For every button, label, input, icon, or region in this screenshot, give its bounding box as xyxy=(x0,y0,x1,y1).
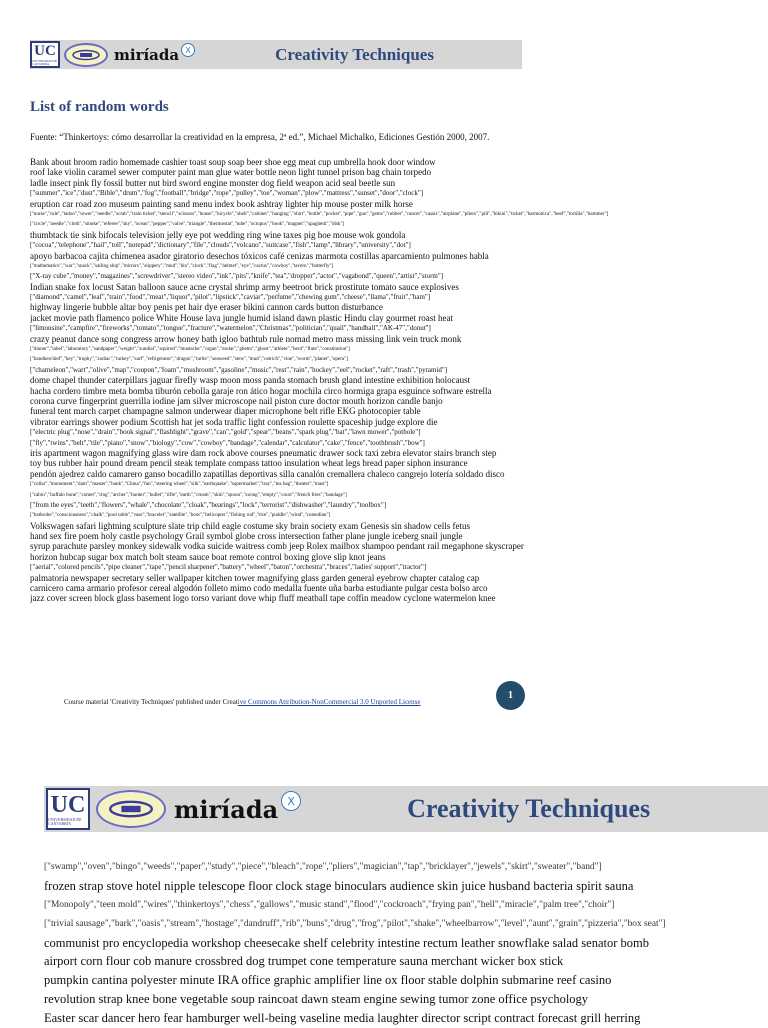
word-line: ["handkerchief","key","trophy","zodiac","turkey","surf","refrigerator","dragon","turtle","seaweed","stew","mud","ostrich","vine","worm","planet","opera"] xyxy=(30,356,348,363)
word-line: vibrator earrings shower podium Scottish hat jet soda traffic light confession roulette spaceship judge explore die xyxy=(30,416,438,427)
word-line: ["electric plug","nose","drain","book signal","flashlight","grave","can","gold","spear","beans","spark plug","bat","lawn mower","pothole"] xyxy=(30,428,421,437)
word-line: horizon hubcap sugar box match bolt steam sauce boat remote control boxing glove slip knot jeans xyxy=(30,551,386,562)
word-line: Easter scar dancer hero fear hamburger well-being vaseline media laughter director script contract forecast grill herring xyxy=(44,1011,641,1026)
word-line: ladle insect pink fly fossil butter nut bird sword engine monster dog field weapon acid seal beetle sun xyxy=(30,177,396,188)
word-line: airport corn flour cob manure crossbred dog trumpet cone temperature sauna merchant wicker box stick xyxy=(44,954,564,969)
word-line: ["summer","ice","dust","Bible","drum","fog","football","bridge","rope","pulley","toe","woman","plow","mattress","sunset","door","clock"] xyxy=(30,189,424,198)
miriada-logo: miríada xyxy=(174,794,279,824)
word-line: pumpkin cantina polyester minute IRA office graphic amplifier line ox floor stable dolphin submarine reef casino xyxy=(44,973,612,988)
word-line: highway lingerie bubble altar boy penis pet hair dye eraser bikini cannon cards button disturbance xyxy=(30,302,383,313)
word-line: communist pro encyclopedia workshop cheesecake shelf celebrity intestine rectum leather snowflake salad senator bomb xyxy=(44,935,649,950)
emblem-icon xyxy=(71,49,101,61)
word-line: carnicero cama armario profesor cereal algodón folleto mimo codo medalla fuente uña barba estudiante pulgar cesta bolso arco xyxy=(30,583,488,594)
word-line: toy bus rubber hair pound dream pencil steak template compass tattoo insulation wheat legs bread paper siphon insurance xyxy=(30,458,468,469)
emblem-logo xyxy=(64,43,108,67)
word-line: funeral tent march carpet champagne salmon underwear diaper microphone belt rifle EKG photocopier table xyxy=(30,406,421,417)
word-line: dome chapel thunder caterpillars jaguar firefly wasp moon moss panda stomach brush gland intestine exhibition holocaust xyxy=(30,375,471,386)
word-line: jazz cover screen block glass basement logo torso variant dove whip fluff meatball tape coffin meadow cyclone watermelon knee xyxy=(30,593,496,604)
word-line: eruption car road zoo museum painting sand menu index book ashtray lighter hip mouse poster milk horse xyxy=(30,198,413,209)
source-citation: Fuente: “Thinkertoys: cómo desarrollar la creatividad en la empresa, 2ª ed.”, Michael Michalko, Ediciones Gestión 2000, 2007. xyxy=(30,132,490,142)
header-banner-page-2 xyxy=(44,786,768,832)
license-link[interactable]: ive Commons Attribution-NonCommercial 3.0 Unported License xyxy=(237,698,421,706)
word-line: revolution strap knee bone vegetable soup raincoat dawn steam engine sewing tumor zone office psychology xyxy=(44,992,589,1007)
course-title: Creativity Techniques xyxy=(275,44,434,64)
x-logo-icon: X xyxy=(281,791,301,811)
word-line: ["mathematics","war","snack","sailing ship","mirrors","slippery","mud","bin","clock","flag","helmet","eye","cactus","cowboy","tavern","butterfly"] xyxy=(30,262,334,269)
emblem-icon xyxy=(107,799,155,819)
word-line: jacket movie path flamenco police White House lava jungle humid island dawn plastic Hindu clay gourmet roast heat xyxy=(30,312,453,323)
course-title: Creativity Techniques xyxy=(407,794,651,823)
word-line: Bank about broom radio homemade cashier toast soup soap beer shoe egg meat cup umbrella hook door window xyxy=(30,157,436,167)
page-number-badge: 1 xyxy=(496,681,525,710)
word-line: ["trivial sausage","bark","oasis","stream","hostage","dandruff","rib","buns","drug","frog","pilot","shake","wheelbarrow","level","aunt","grain","pizzeria","box seat"] xyxy=(44,918,666,929)
word-line: ["circle","needle","cloth","smoke","referee","sky","ocean","pepper","valve","triangle","thermostat","tube","octopus","hook","magnet","spaghetti","disk"] xyxy=(30,221,345,228)
uc-logo-text: UC xyxy=(50,791,86,818)
word-line: ["Monopoly","teen mold","wires","thinkertoys","chess","gallows","music stand","flood","cockroach","frying pan","hell","miracle","palm tree","choir"] xyxy=(44,899,615,910)
word-line: ["chameleon","wart","olive","map","coupon","foam","mushroom","gasoline","music","rest","rain","hockey","eel","rocket","raft","trash","pyramid"] xyxy=(30,365,448,374)
uc-logo xyxy=(30,41,60,68)
word-line: apoyo barbacoa cajita chimenea asador giratorio desechos tóxicos café cenizas marmota costillas aparcamiento pulmones habla xyxy=(30,250,489,261)
word-line: ["from the eyes","teeth","flowers","whale","chocolate","cloak","bearings","lock","terrorist","dishwasher","laundry","toolbox"] xyxy=(30,500,387,509)
word-line: palmatoria newspaper secretary seller wallpaper kitchen tower magnifying glass garden general eyebrow chapter catalog cap xyxy=(30,572,480,583)
emblem-logo xyxy=(96,790,166,828)
word-line: ["collar","monument","dam","master","bank","China","fan","steering wheel","silk","earthquake","supermarket","tray","tea bag","theater","mast"] xyxy=(30,481,329,488)
word-line: Indian snake fox locust Satan balloon sauce acne crystal shrimp army beetroot brick prostitute tomato sauce explosives xyxy=(30,281,459,292)
uc-logo xyxy=(46,788,90,830)
uc-logo-text: UC xyxy=(34,42,56,59)
word-line: ["dinner","label","laboratory","sandpaper","weight","sundial","squirrel","mustache","organ","molar","ghetto","ghost","athlete","herd","flute","constitution"] xyxy=(30,346,351,353)
word-line: Volkswagen safari lightning sculpture slate trip child eagle costume sky brain society exam Genesis sin shadow cells fetus xyxy=(30,520,470,531)
word-line: ["swamp","oven","bingo","weeds","paper","study","piece","bleach","rope","pliers","magician","tap","bricklayer","jewels","skirt","sweater","band"] xyxy=(44,862,602,872)
word-line: iris apartment wagon magnifying glass wire dam rock above courses pneumatic drawer sock taxi zebra elevator stairs branch step xyxy=(30,447,497,458)
word-line: ["diamond","camel","leaf","train","food","meat","liquor","pilot","lipstick","caviar","perfume","chewing gum","cheese","llama","fruit","ham"] xyxy=(30,293,431,302)
word-line: pendón ajedrez caldo camarero ganso bocadillo zapatillas deportivas silla canalón cremallera chaleco cangrejo lotería soldado disco xyxy=(30,468,505,479)
word-line: hand sex fire poem holy castle psychology Grail symbol globe cross intersection father plane jungle iceberg snail jungle xyxy=(30,531,463,542)
uc-logo-subtext: UNIVERSIDAD DE CANTABRIA xyxy=(32,58,58,66)
word-list xyxy=(30,157,768,604)
word-line: ["X-ray cube","money","magazines","screwdriver","stereo video","ink","pits","knife","tea","dropper","actor","vagabond","queen","artist","storm"] xyxy=(30,272,444,281)
word-line: ["nurse","rule","tadoo","tower","needle","scrab","train ticket","stencil","scissors","house","bicycle","shell","cabinet","hanging","shirt","bottle","pocket","pipe","gun","gems","rubber","cancer","cassis","airplane","pliers","pill","bikini","ticket","harmonica","beef","tortilla","hammer"] xyxy=(30,210,609,217)
word-line: hacha cordero timbre meta bomba tiburón cebolla garaje ron ático hogar mochila circo hormiga grapa esguince software estrella xyxy=(30,385,492,396)
word-line: syrup parachute parsley monkey sidewalk vodka suicide waitress comb jeep Rolex mailbox shampoo pendant rail megaphone skyscraper xyxy=(30,541,524,552)
word-line: crazy peanut dance song congress arrow honey bath igloo bathtub rule nomad metro mass missing link vein truck monk xyxy=(30,333,462,344)
miriada-logo: miríada xyxy=(114,45,180,64)
header-banner xyxy=(30,40,522,69)
word-line: frozen strap stove hotel nipple telescope floor clock stage binoculars audience skin juice husband bacteria spirit sauna xyxy=(44,878,634,893)
word-line: ["cabin","buffalo bone","comet","ring","archer","hunter","bullet","rifle","earth","cream","skin","spoon","swing","empty","court","french fries","bandage"] xyxy=(30,491,347,498)
word-line: ["aerial","colored pencils","pipe cleaner","tape","pencil sharpener","battery","wheel","baton","orchestra","braces","ladies' support","tractor"] xyxy=(30,563,427,572)
word-line: ["bathrobe","consciousness","chalk","pool table","vase","bracelet","satellite","boot","helicopter","fishing rod","rice","puddle","wind","comedian"] xyxy=(30,512,331,519)
word-line: thumbtack tie sink bifocals television jelly eye pot wedding ring wine taxes pig hoe mouse wok gondola xyxy=(30,229,406,240)
page-heading: List of random words xyxy=(30,99,169,115)
word-line: roof lake violin caramel sewer computer paint man glue water bottle neon light tunnel prison bag chain torpedo xyxy=(30,167,432,178)
footer-prefix: Course material 'Creativity Techniques' published under Creat xyxy=(64,698,238,706)
uc-logo-subtext: UNIVERSIDAD DE CANTABRIA xyxy=(48,816,82,826)
word-list-page-2 xyxy=(44,858,768,1028)
word-line: corona curve fingerprint guerrilla iodine jam silver microscope nail piston cure doctor mouth horizon candle banjo xyxy=(30,395,443,406)
word-line: ["cocoa","telephone","hail","toll","notepad","dictionary","file","clouds","volcano","suitcase","fish","lamp","library","university","dot"] xyxy=(30,241,411,250)
x-logo-icon: X xyxy=(181,43,195,57)
word-line: ["fly","twins","belt","tile","piano","snow","biology","cow","cowboy","bandage","calendar","calculator","cake","fence","toothbrush","bow"] xyxy=(30,438,425,447)
word-line: ["limousine","campfire","fireworks","tomato","tongue","fracture","watermelon","Christmas","politician","quail","handball","AK-47","donut"] xyxy=(30,324,431,333)
license-footer xyxy=(64,698,421,706)
